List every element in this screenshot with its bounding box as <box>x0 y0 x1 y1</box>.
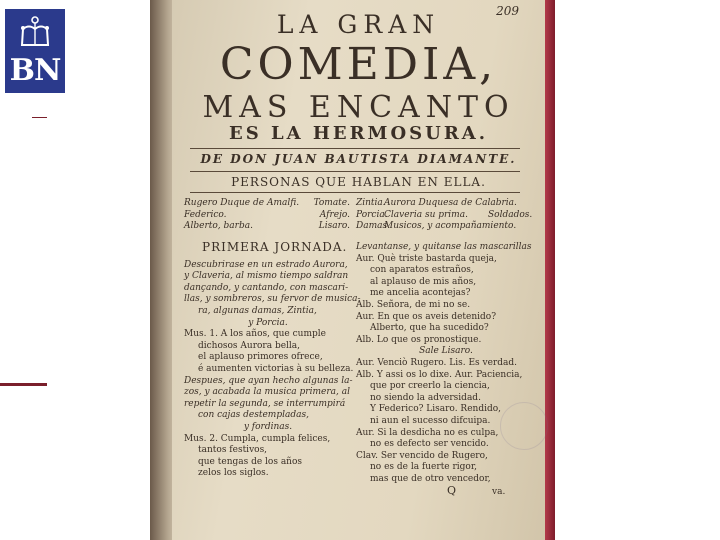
title-line-3: MAS ENCANTO <box>202 90 515 125</box>
verse-line: no es defecto ser vencido. <box>370 439 489 450</box>
stage-direction: Despues, que ayan hecho algunas la- <box>184 375 353 386</box>
verse-line: que tengas de los años <box>198 456 303 467</box>
right-text-column <box>356 242 536 485</box>
verse-line: Y Federico? Lisaro. Rendido, <box>370 404 501 415</box>
cast-entry: Zintia. <box>356 198 386 208</box>
author-line: DE DON JUAN BAUTISTA DIAMANTE. <box>200 152 517 166</box>
catchword: Q <box>447 484 457 497</box>
book-cover-edge <box>545 0 555 540</box>
verse-line: Alberto, que ha sucedido? <box>370 323 489 334</box>
title-line-2: COMEDIA, <box>219 39 498 90</box>
stage-direction: llas, y sombreros, su fervor de musica- <box>184 294 361 305</box>
verse-line: Aur. Si la desdicha no es culpa, <box>356 427 499 438</box>
verse-line: me ancelia acontejas? <box>370 288 471 299</box>
verse-line: al aplauso de mis años, <box>370 276 477 287</box>
cast-column-1 <box>184 198 299 233</box>
cast-entry: Federico. <box>184 209 227 220</box>
cast-entry: Damas. <box>356 221 390 231</box>
cast-entry: Claveria su prima. <box>384 209 468 220</box>
verse-line: zelos los siglos. <box>198 468 269 479</box>
decorative-line <box>32 117 47 118</box>
verse-line: Mus. 2. Cumpla, cumpla felices, <box>184 433 331 444</box>
page-number: 209 <box>496 4 519 18</box>
verse-line: Aur. En que os aveis detenido? <box>356 311 497 322</box>
library-stamp <box>500 402 548 450</box>
book-page <box>172 0 545 540</box>
title-line-4: ES LA HERMOSURA. <box>228 123 489 144</box>
stage-direction: y Claveria, al mismo tiempo saldran <box>184 271 349 282</box>
title-rule <box>190 148 520 149</box>
cast-entry: Musicos, y acompañamiento. <box>384 221 517 231</box>
verse-line: el aplauso primores ofrece, <box>198 352 323 363</box>
stage-direction: con cajas destempladas, <box>198 410 309 421</box>
verse-line: con aparatos estraños, <box>370 265 474 276</box>
verse-line: no es de la fuerte rigor, <box>370 462 478 473</box>
cast-entry: Aurora Duquesa de Calabria. <box>384 198 517 208</box>
stage-direction: Levantanse, y quitanse las mascarillas <box>356 242 532 252</box>
verse-line: tantos festivos, <box>198 445 268 456</box>
personas-rule-top <box>190 171 520 172</box>
personas-rule-bottom <box>190 192 520 193</box>
verse-line: Mus. 1. A los años, que cumple <box>184 329 326 340</box>
left-text-column <box>184 240 361 480</box>
verse-line: dichosos Aurora bella, <box>198 340 301 351</box>
verse-line: Clav. Ser vencido de Rugero, <box>356 450 488 461</box>
stage-direction: zos, y acabada la musica primera, al <box>184 387 350 398</box>
stage-direction: ra, algunas damas, Zintia, <box>198 305 317 316</box>
stage-direction: Sale Lisaro. <box>419 346 473 357</box>
cast-entry: Afrejo. <box>319 209 350 220</box>
bn-logo <box>5 9 65 93</box>
logo-text: BN <box>9 53 61 88</box>
cast-entry: Tomate. <box>313 198 350 208</box>
verse-line: no siendo la adversidad. <box>370 392 481 403</box>
crown-icon <box>19 15 51 49</box>
verse-line: Aur. Què triste bastarda queja, <box>356 253 497 264</box>
cast-entry: Rugero Duque de Amalfi. <box>184 198 300 208</box>
stage-direction: repetir la segunda, se interrumpirá <box>184 398 346 409</box>
verse-line: ni aun el sucesso difcuipa. <box>370 415 491 426</box>
verse-line: é aumenten victorias à su belleza. <box>198 363 354 374</box>
title-line-1: LA GRAN <box>276 10 441 39</box>
cast-entry: Soldados. <box>488 209 533 220</box>
verse-line: Alb. Lo que os pronostique. <box>356 334 482 345</box>
verse-line: Alb. Señora, de mi no se. <box>356 299 471 310</box>
verse-line: Aur. Venciò Rugero. Lis. Es verdad. <box>356 357 517 368</box>
stage-direction: Descubrirase en un estrado Aurora, <box>184 259 348 270</box>
decorative-bar <box>0 383 47 386</box>
slide-sidebar <box>0 0 61 540</box>
personas-heading: PERSONAS QUE HABLAN EN ELLA. <box>231 175 486 189</box>
verse-line: Alb. Y assi os lo dixe. Aur. Paciencia, <box>356 369 523 380</box>
cast-column-5 <box>488 210 532 222</box>
verse-line: que por creerlo la ciencia, <box>370 381 490 392</box>
cast-column-2 <box>298 198 350 233</box>
cast-entry: Porcia. <box>356 209 388 220</box>
act-heading: PRIMERA JORNADA. <box>202 240 348 254</box>
verse-line: mas que de otro vencedor, <box>370 473 491 484</box>
stage-direction: dançando, y cantando, con mascari- <box>184 282 349 293</box>
catchword-2: va. <box>492 487 506 497</box>
stage-direction: y fordinas. <box>243 421 293 432</box>
cast-entry: Lisaro. <box>318 221 350 231</box>
cast-entry: Alberto, barba. <box>184 221 253 231</box>
stage-direction: y Porcia. <box>248 317 288 328</box>
